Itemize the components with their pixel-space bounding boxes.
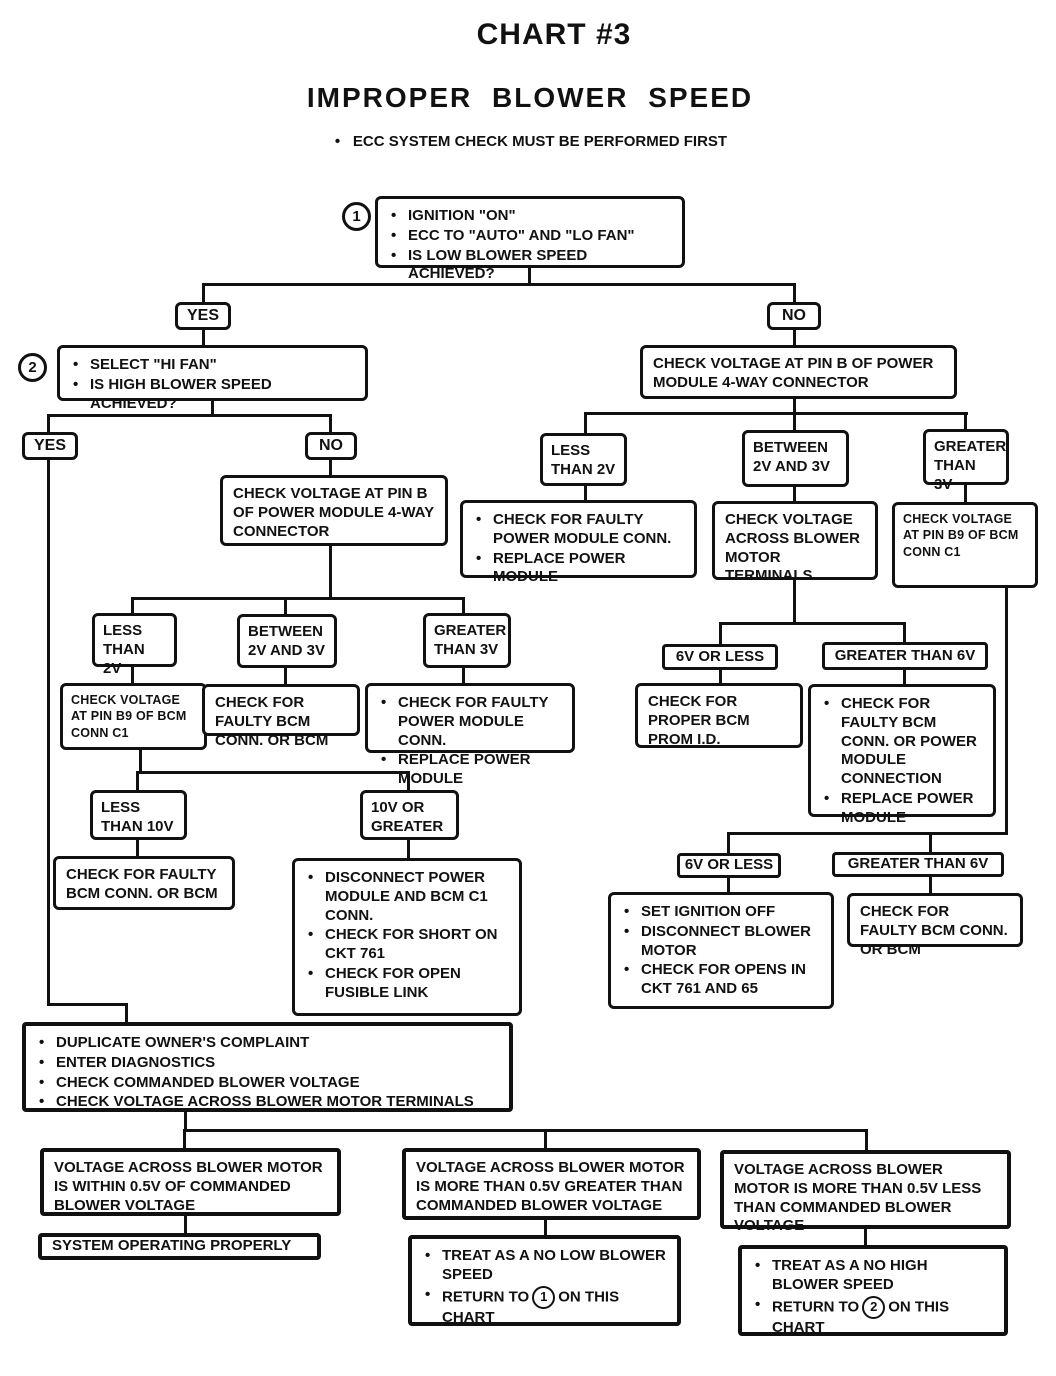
return-marker-1: 1 [532,1286,555,1309]
connector-line [865,1129,868,1151]
bullet-item: • REPLACE POWER MODULE [378,751,562,789]
node-faulty-power-module-left [365,683,575,787]
connector-line [131,666,134,684]
step-marker-2: 2 [18,353,47,382]
node-step2 [57,345,368,412]
connector-line [47,460,50,1006]
bullet-item: • REPLACE POWER MODULE [473,550,684,588]
return-suffix: ON THIS CHART [442,1287,620,1326]
bullet-item: • CHECK FOR OPENS IN CKT 761 AND 65 [621,961,821,999]
bullet-item: • CHECK VOLTAGE ACROSS BLOWER MOTOR TERMINALS [36,1093,499,1112]
node-system-operating-properly: SYSTEM OPERATING PROPERLY [38,1233,321,1260]
connector-line [329,545,332,600]
connector-line [544,1129,547,1149]
return-prefix: RETURN TO [772,1297,860,1315]
node-less-than-2v-left: LESS THAN 2V [92,613,177,667]
connector-line [47,414,50,433]
connector-line [584,412,968,415]
node-disconnect-power-module [292,858,522,1016]
bullet-item: • SET IGNITION OFF [621,903,821,922]
connector-line [903,622,906,643]
node-voltage-within: VOLTAGE ACROSS BLOWER MOTOR IS WITHIN 0.5V OF COMMANDED BLOWER VOLTAGE [40,1148,341,1216]
connector-line [964,412,967,430]
node-greater-than-3v-left: GREATER THAN 3V [423,613,511,668]
bullet-item: • IGNITION "ON" [388,207,672,226]
connector-line [793,412,796,431]
connector-line [47,1003,128,1006]
node-between-2v-3v-right: BETWEEN 2V AND 3V [742,430,849,487]
connector-line [284,667,287,685]
bullet-item: • REPLACE POWER MODULE [821,790,983,828]
connector-line [719,622,906,625]
return-prefix: RETURN TO [442,1287,530,1305]
node-blower-motor-terminals: CHECK VOLTAGE ACROSS BLOWER MOTOR TERMINALS [712,501,878,580]
node-greater-than-6v-2: GREATER THAN 6V [832,852,1004,877]
bullet-item: • TREAT AS A NO HIGH BLOWER SPEED [752,1257,994,1295]
bullet-item: • IS LOW BLOWER SPEED ACHIEVED? [388,247,672,285]
connector-line [793,283,796,303]
connector-line [584,484,587,501]
connector-line [284,597,287,615]
bullet-item: • DUPLICATE OWNER'S COMPLAINT [36,1034,499,1053]
bullet-item: • IS HIGH BLOWER SPEED ACHIEVED? [70,376,355,414]
connector-line [131,597,134,614]
bullet-item [752,1296,994,1338]
node-check-pin-b9-right: CHECK VOLTAGE AT PIN B9 OF BCM CONN C1 [892,502,1038,588]
connector-line [929,832,932,853]
bullet-item [422,1286,667,1328]
node-faulty-bcm-left: CHECK FOR FAULTY BCM CONN. OR BCM [202,684,360,736]
connector-line [136,771,139,791]
node-faulty-bcm-less10v: CHECK FOR FAULTY BCM CONN. OR BCM [53,856,235,910]
node-no-1: NO [767,302,821,330]
connector-line [136,839,139,857]
connector-line [584,412,587,434]
connector-line [864,1227,867,1246]
bullet-item: • CHECK FOR OPEN FUSIBLE LINK [305,965,509,1003]
connector-line [329,460,332,476]
connector-line [964,484,967,503]
node-set-ignition-off [608,892,834,1009]
return-suffix: ON THIS CHART [772,1297,950,1336]
node-between-2v-3v-left: BETWEEN 2V AND 3V [237,614,337,668]
connector-line [125,1003,128,1023]
bullet-item: • CHECK COMMANDED BLOWER VOLTAGE [36,1074,499,1093]
node-10v-or-greater: 10V OR GREATER [360,790,459,840]
connector-line [131,597,465,600]
node-no-2: NO [305,432,357,460]
bullet-item: • DISCONNECT POWER MODULE AND BCM C1 CONN. [305,869,509,925]
connector-line [793,486,796,502]
connector-line [184,1111,187,1131]
bullet-item: • CHECK FOR FAULTY BCM CONN. OR POWER MODULE CONNECTION [821,695,983,789]
node-greater-than-3v-right: GREATER THAN 3V [923,429,1009,485]
connector-line [139,749,142,773]
connector-line [183,1129,186,1149]
node-duplicate-complaint [22,1022,513,1112]
node-less-than-2v-right: LESS THAN 2V [540,433,627,486]
node-yes-2: YES [22,432,78,460]
node-faulty-bcm-or-pm-connection [808,684,996,826]
bullet-item: • ECC TO "AUTO" AND "LO FAN" [388,227,672,246]
connector-line [462,667,465,684]
connector-line [202,283,205,303]
bullet-item: • TREAT AS A NO LOW BLOWER SPEED [422,1247,667,1285]
return-marker-2: 2 [862,1296,885,1319]
connector-line [47,414,332,417]
connector-line [727,832,730,854]
node-greater-than-6v-1: GREATER THAN 6V [822,642,988,670]
bullet-item: • CHECK FOR FAULTY POWER MODULE CONN. [378,694,562,750]
connector-line [407,839,410,859]
bullet-item: • SELECT "HI FAN" [70,356,355,375]
node-less-than-10v: LESS THAN 10V [90,790,187,840]
chart-number-title: CHART #3 [476,18,632,51]
connector-line [183,1129,868,1132]
node-bcm-prom-id: CHECK FOR PROPER BCM PROM I.D. [635,683,803,748]
precondition-note-text: • ECC SYSTEM CHECK MUST BE PERFORMED FIRST [333,133,727,150]
node-voltage-more-greater: VOLTAGE ACROSS BLOWER MOTOR IS MORE THAN 0.5V GREATER THAN COMMANDED BLOWER VOLTAGE [402,1148,701,1220]
connector-line [1005,587,1008,835]
connector-line [793,330,796,346]
node-treat-no-low-blower [408,1235,681,1326]
node-treat-no-high-blower [738,1245,1008,1336]
node-check-pin-b-right: CHECK VOLTAGE AT PIN B OF POWER MODULE 4-WAY CONNECTOR [640,345,957,399]
bullet-item: • DISCONNECT BLOWER MOTOR [621,923,821,961]
connector-line [719,622,722,645]
connector-line [727,832,1008,835]
node-6v-or-less-1: 6V OR LESS [662,644,778,670]
bullet-item: • CHECK FOR SHORT ON CKT 761 [305,926,509,964]
connector-line [329,414,332,433]
bullet-item: • ENTER DIAGNOSTICS [36,1054,499,1073]
node-yes-1: YES [175,302,231,330]
node-voltage-more-less: VOLTAGE ACROSS BLOWER MOTOR IS MORE THAN 0.5V LESS THAN COMMANDED BLOWER VOLTAGE [720,1150,1011,1229]
node-start [375,196,685,283]
node-faulty-power-module-right [460,500,697,586]
precondition-note [0,133,1056,150]
step-marker-1: 1 [342,202,371,231]
connector-line [462,597,465,614]
connector-line [136,771,409,774]
bullet-item: • CHECK FOR FAULTY POWER MODULE CONN. [473,511,684,549]
node-6v-or-less-2: 6V OR LESS [677,853,781,878]
node-check-pin-b-left: CHECK VOLTAGE AT PIN B OF POWER MODULE 4-WAY CONNECTOR [220,475,448,546]
connector-line [202,330,205,346]
node-faulty-bcm-greater6v: CHECK FOR FAULTY BCM CONN. OR BCM [847,893,1023,947]
node-check-pin-b9-left: CHECK VOLTAGE AT PIN B9 OF BCM CONN C1 [60,683,207,750]
page-title: IMPROPER BLOWER SPEED [306,82,754,113]
